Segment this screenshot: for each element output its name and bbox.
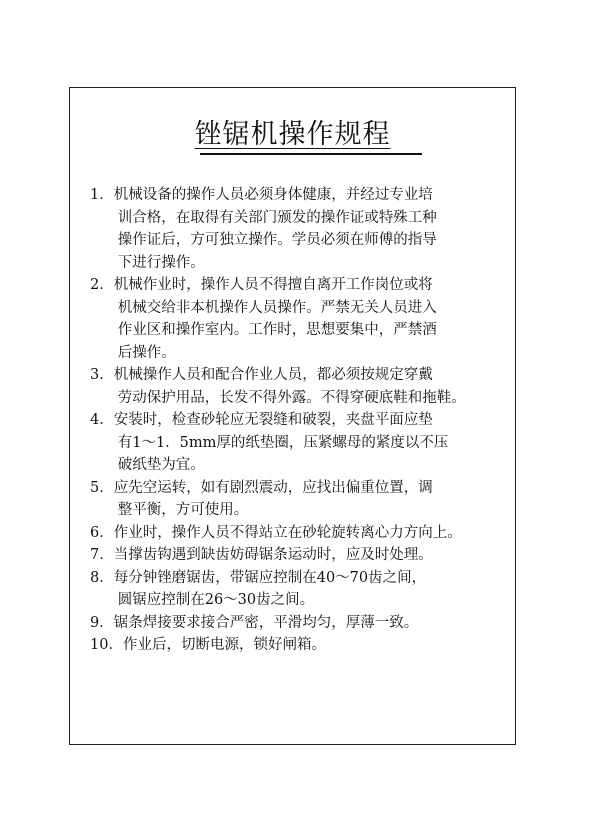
rule-line: 有1～1．5mm厚的纸垫圈，压紧螺母的紧度以不压	[117, 434, 449, 451]
rule-line: 操作证后，方可独立操作。学员必须在师傅的指导	[117, 232, 437, 248]
rule-text	[114, 477, 514, 522]
rule-number: 6．	[90, 524, 114, 541]
rule-text	[114, 567, 514, 612]
rule-line: 每分钟锉磨锯齿，带锯应控制在40～70齿之间，	[113, 569, 427, 586]
rule-line: 整平衡，方可使用。	[117, 502, 249, 518]
rule-number: 5．	[90, 479, 114, 496]
rule-number: 8．	[90, 569, 114, 586]
rule-line: 圆锯应控制在26～30齿之间。	[117, 592, 315, 608]
rules-list	[90, 184, 514, 657]
rule-number: 2．	[90, 277, 114, 293]
rule-item	[90, 567, 514, 612]
title-double-rule	[200, 153, 422, 155]
rule-text	[114, 612, 514, 635]
rule-text	[123, 634, 514, 657]
rule-line: 机械作业时，操作人员不得擅自离开工作岗位或将	[113, 277, 433, 293]
rule-line: 机械设备的操作人员必须身体健康，并经过专业培	[113, 187, 433, 203]
rule-line: 应先空运转，如有剧烈震动，应找出偏重位置，调	[113, 479, 433, 496]
rule-number: 4．	[90, 412, 114, 428]
document-title: 锉锯机操作规程	[194, 119, 391, 150]
rule-line: 训合格，在取得有关部门颁发的操作证或特殊工种	[117, 209, 437, 226]
rule-line: 作业后，切断电源，锁好闸箱。	[122, 637, 326, 653]
rule-line: 机械交给非本机操作人员操作。严禁无关人员进入	[117, 299, 437, 316]
rule-line: 机械操作人员和配合作业人员，都必须按规定穿戴	[113, 367, 433, 383]
rule-item	[90, 522, 514, 545]
rule-number: 7．	[90, 547, 114, 563]
rule-item	[90, 184, 514, 274]
rule-line: 破纸垫为宜。	[117, 457, 205, 473]
rule-line: 当撑齿钩遇到缺齿妨碍锯条运动时，应及时处理。	[113, 547, 433, 563]
rule-text	[114, 522, 514, 545]
rule-line: 锯条焊接要求接合严密，平滑均匀，厚薄一致。	[113, 614, 419, 631]
rule-item	[90, 364, 514, 409]
rule-line: 安装时，检查砂轮应无裂缝和破裂，夹盘平面应垫	[113, 412, 433, 428]
rule-item	[90, 634, 514, 657]
rule-text	[114, 274, 514, 364]
rule-line: 作业区和操作室内。工作时，思想要集中，严禁酒	[117, 322, 437, 338]
rule-number: 9．	[90, 614, 114, 631]
rule-text	[114, 544, 514, 567]
rule-number: 10．	[90, 637, 123, 653]
rule-item	[90, 274, 514, 364]
rule-line: 后操作。	[117, 344, 176, 361]
rule-line: 作业时，操作人员不得站立在砂轮旋转离心力方向上。	[113, 524, 462, 541]
rule-text	[114, 184, 514, 274]
rule-text	[114, 409, 514, 477]
rule-item	[90, 409, 514, 477]
document-frame	[69, 87, 516, 745]
rule-item	[90, 612, 514, 635]
rule-text	[114, 364, 514, 409]
rule-item	[90, 544, 514, 567]
rule-line: 下进行操作。	[117, 254, 205, 271]
rule-line: 劳动保护用品，长发不得外露。不得穿硬底鞋和拖鞋。	[117, 389, 466, 406]
rule-number: 3．	[90, 367, 114, 383]
rule-number: 1．	[90, 187, 114, 203]
rule-item	[90, 477, 514, 522]
